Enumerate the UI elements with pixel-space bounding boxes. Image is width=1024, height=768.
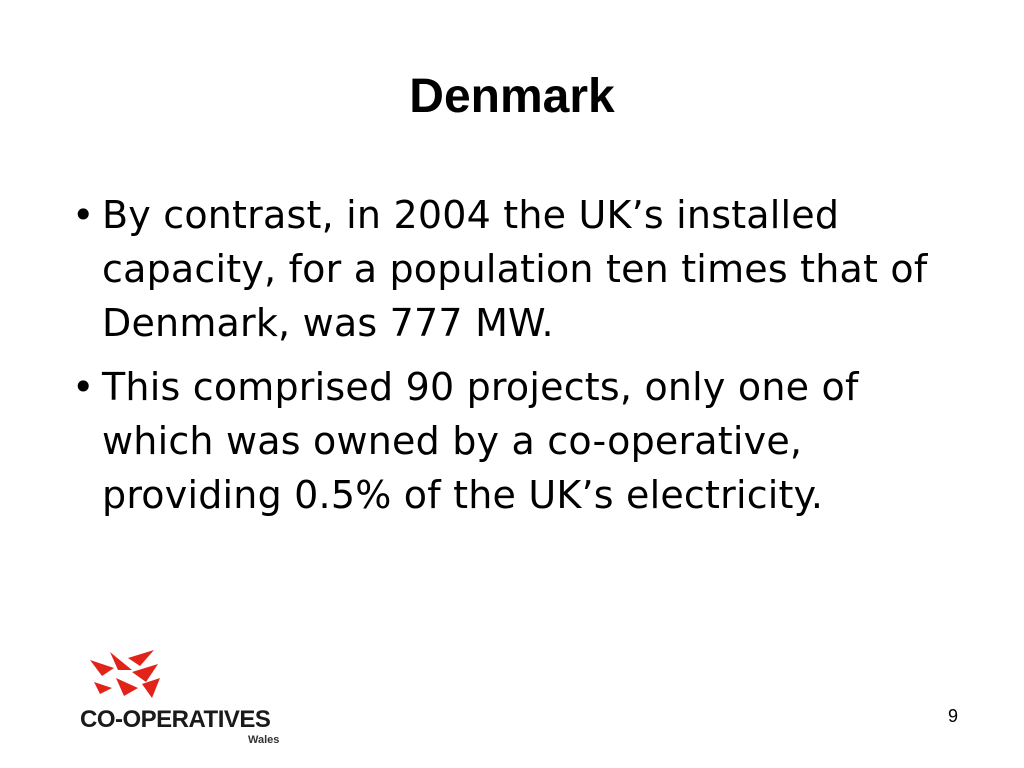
- bullet-marker: •: [72, 365, 95, 409]
- bullet-item: [72, 188, 962, 350]
- logo-subtitle: Wales: [248, 734, 280, 746]
- red-birds-logo-icon: [88, 648, 178, 704]
- bullet-item: [72, 360, 962, 522]
- co-operatives-wales-logo: [80, 648, 290, 748]
- logo-name: CO-OPERATIVES: [80, 706, 271, 733]
- bullet-text: By contrast, in 2004 the UK’s installed capacity, for a population ten times that of Denmark, was 777 MW.: [102, 193, 928, 345]
- bullet-marker: •: [72, 193, 95, 237]
- slide-title: Denmark: [409, 70, 615, 123]
- bullet-text: This comprised 90 projects, only one of which was owned by a co-operative, providing 0.5% of the UK’s electricity.: [102, 365, 859, 517]
- bullet-list: [72, 188, 962, 532]
- page-number: 9: [948, 706, 959, 726]
